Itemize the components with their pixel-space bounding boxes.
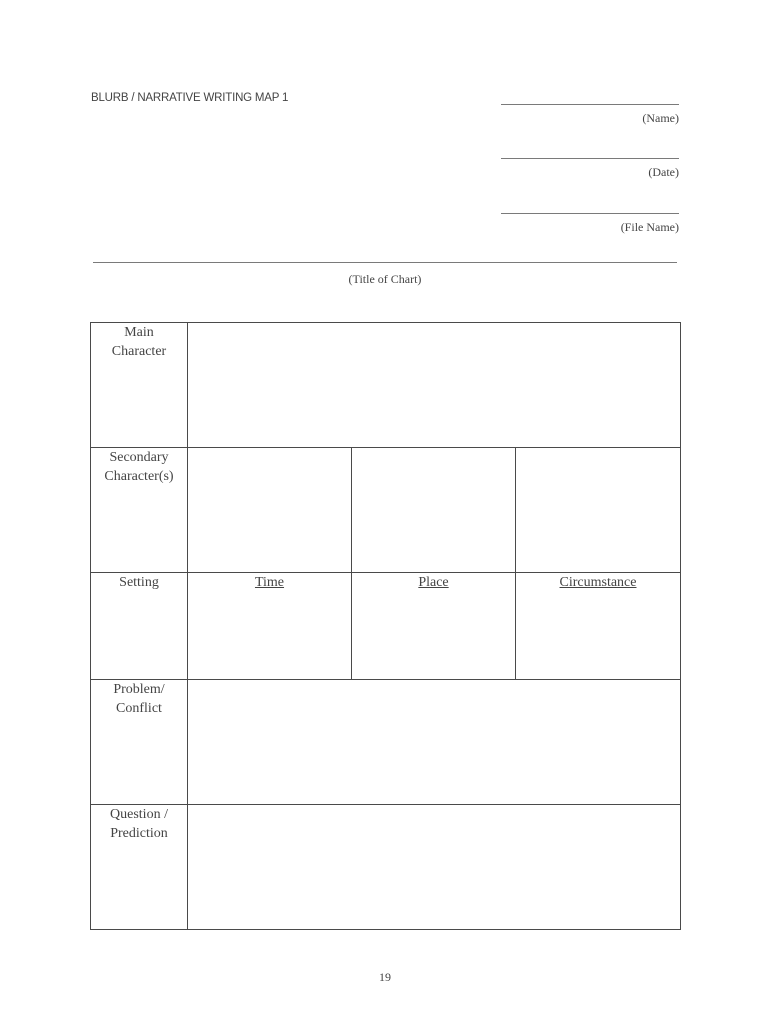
date-field[interactable] xyxy=(501,148,679,180)
secondary-character-cell-2[interactable] xyxy=(352,448,516,573)
file-name-blank-line[interactable] xyxy=(501,203,679,214)
setting-text: Setting xyxy=(119,575,159,590)
date-blank-line[interactable] xyxy=(501,148,679,159)
file-name-field[interactable] xyxy=(501,203,679,235)
narrative-map-table xyxy=(90,322,681,930)
setting-place-cell[interactable] xyxy=(352,573,516,680)
page-number: 19 xyxy=(379,970,391,984)
chart-title-label: (Title of Chart) xyxy=(348,272,422,286)
date-label: (Date) xyxy=(648,165,679,179)
name-blank-line[interactable] xyxy=(501,94,679,105)
setting-place-label: Place xyxy=(418,575,449,590)
main-character-row xyxy=(91,323,681,448)
setting-time-cell[interactable] xyxy=(188,573,352,680)
file-name-label: (File Name) xyxy=(620,220,679,234)
setting-circumstance-label: Circumstance xyxy=(559,575,637,590)
setting-row xyxy=(91,573,681,680)
setting-circumstance-cell[interactable] xyxy=(516,573,681,680)
secondary-characters-text: Secondary Character(s) xyxy=(104,450,174,484)
problem-cell[interactable] xyxy=(188,680,681,805)
secondary-character-cell-3[interactable] xyxy=(516,448,681,573)
page-heading: BLURB / NARRATIVE WRITING MAP 1 xyxy=(91,92,289,104)
setting-label xyxy=(91,573,188,680)
question-text: Question / Prediction xyxy=(110,807,168,841)
main-character-text: Main Character xyxy=(111,325,167,359)
problem-row xyxy=(91,680,681,805)
question-cell[interactable] xyxy=(188,805,681,930)
main-character-label xyxy=(91,323,188,448)
name-label: (Name) xyxy=(642,111,679,125)
problem-label xyxy=(91,680,188,805)
secondary-character-cell-1[interactable] xyxy=(188,448,352,573)
question-label xyxy=(91,805,188,930)
main-character-cell[interactable] xyxy=(188,323,681,448)
secondary-characters-label xyxy=(91,448,188,573)
setting-time-label: Time xyxy=(254,575,285,590)
secondary-characters-row xyxy=(91,448,681,573)
name-field[interactable] xyxy=(501,94,679,126)
question-row xyxy=(91,805,681,930)
problem-text: Problem/ Conflict xyxy=(113,682,165,716)
chart-title-blank-line[interactable] xyxy=(93,262,677,263)
